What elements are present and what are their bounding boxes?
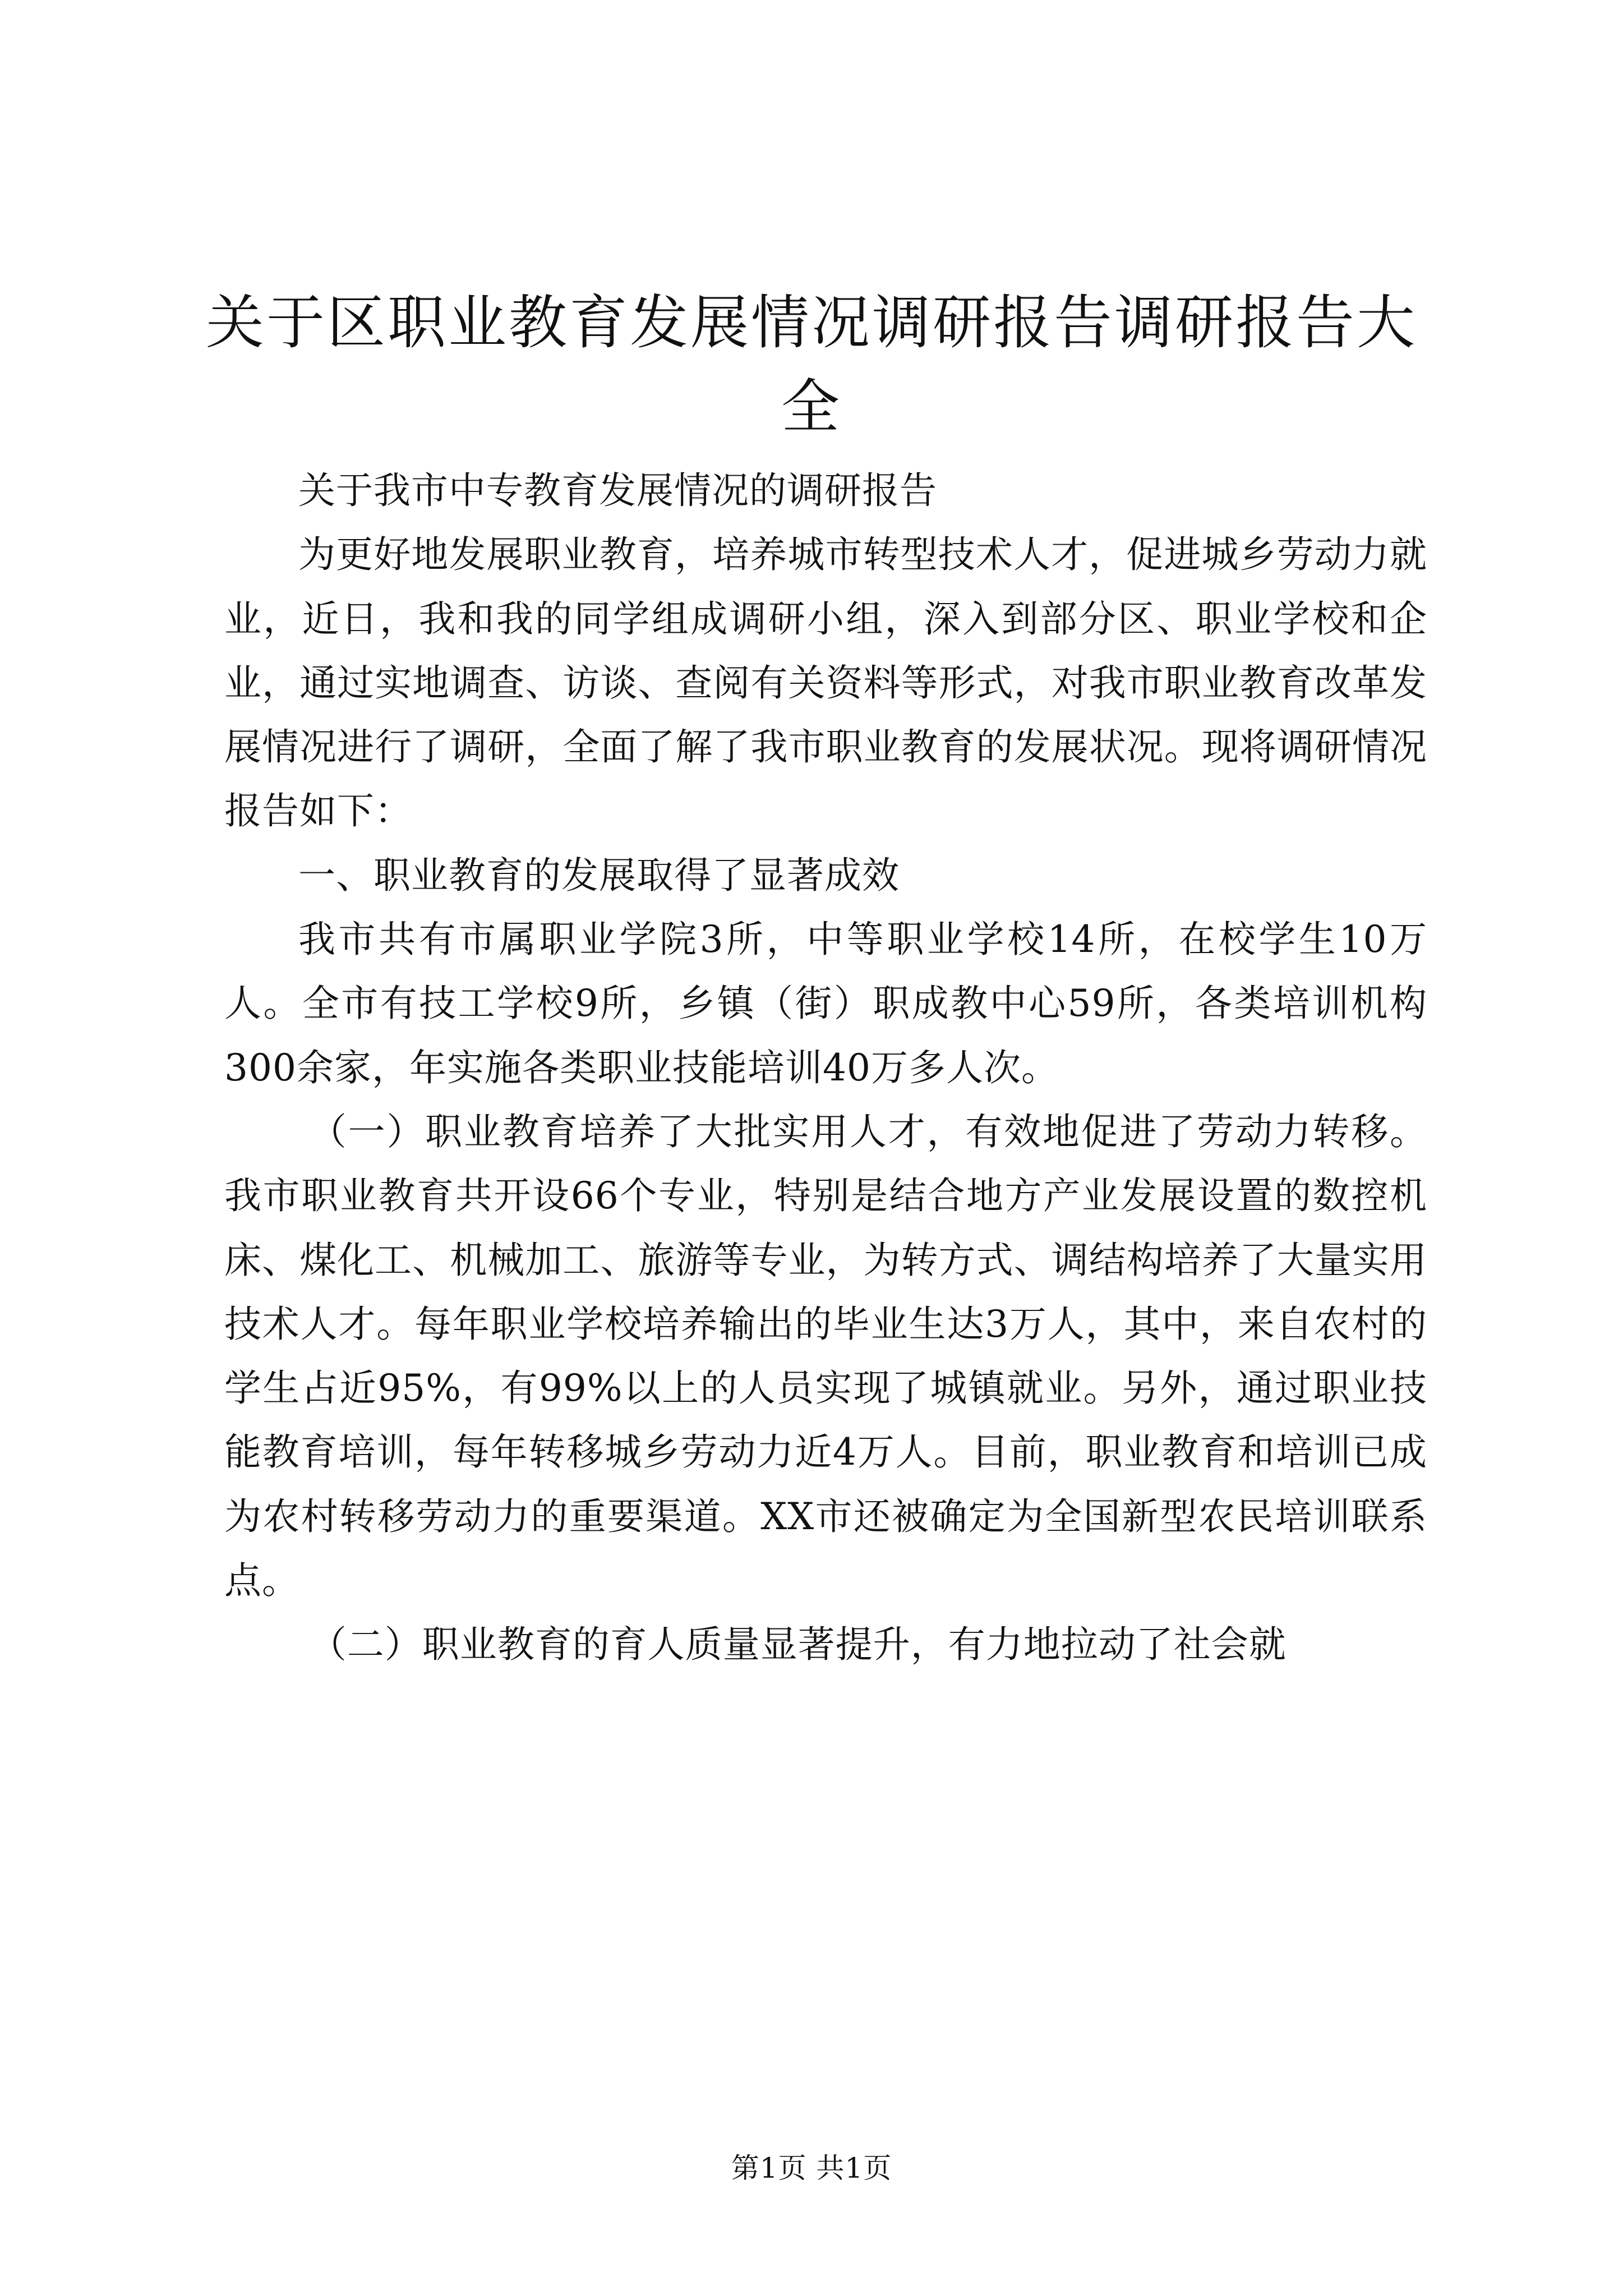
statistics-paragraph: 我市共有市属职业学院3所，中等职业学校14所，在校学生10万人。全市有技工学校9所，乡镇（街）职成教中心59所，各类培训机构300余家，年实施各类职业技能培训40万多人次。 bbox=[224, 918, 1427, 1089]
document-title: 关于区职业教育发展情况调研报告调研报告大全 bbox=[205, 288, 1417, 441]
subsection-2-paragraph: （二）职业教育的育人质量显著提升，有力地拉动了社会就 bbox=[309, 1623, 1287, 1667]
document-body bbox=[224, 459, 1427, 1677]
subsection-1-paragraph: （一）职业教育培养了大批实用人才，有效地促进了劳动力转移。我市职业教育共开设66个专业，特别是结合地方产业发展设置的数控机床、煤化工、机械加工、旅游等专业，为转方式、调结构培养了大量实用技术人才。每年职业学校培养输出的毕业生达3万人，其中，来自农村的学生占近95%，有99%以上的人员实现了城镇就业。另外，通过职业技能教育培训，每年转移城乡劳动力近4万人。目前，职业教育和培训已成为农村转移劳动力的重要渠道。XX市还被确定为全国新型农民培训联系点。 bbox=[224, 1110, 1427, 1603]
section-heading-1: 一、职业教育的发展取得了显著成效 bbox=[298, 853, 900, 897]
intro-paragraph: 为更好地发展职业教育，培养城市转型技术人才，促进城乡劳动力就业，近日，我和我的同学组成调研小组，深入到部分区、职业学校和企业，通过实地调查、访谈、查阅有关资料等形式，对我市职业教育改革发展情况进行了调研，全面了解了我市职业教育的发展状况。现将调研情况报告如下： bbox=[224, 533, 1427, 833]
report-subtitle: 关于我市中专教育发展情况的调研报告 bbox=[298, 469, 937, 512]
page-footer: 第1页 共1页 bbox=[731, 2152, 892, 2184]
